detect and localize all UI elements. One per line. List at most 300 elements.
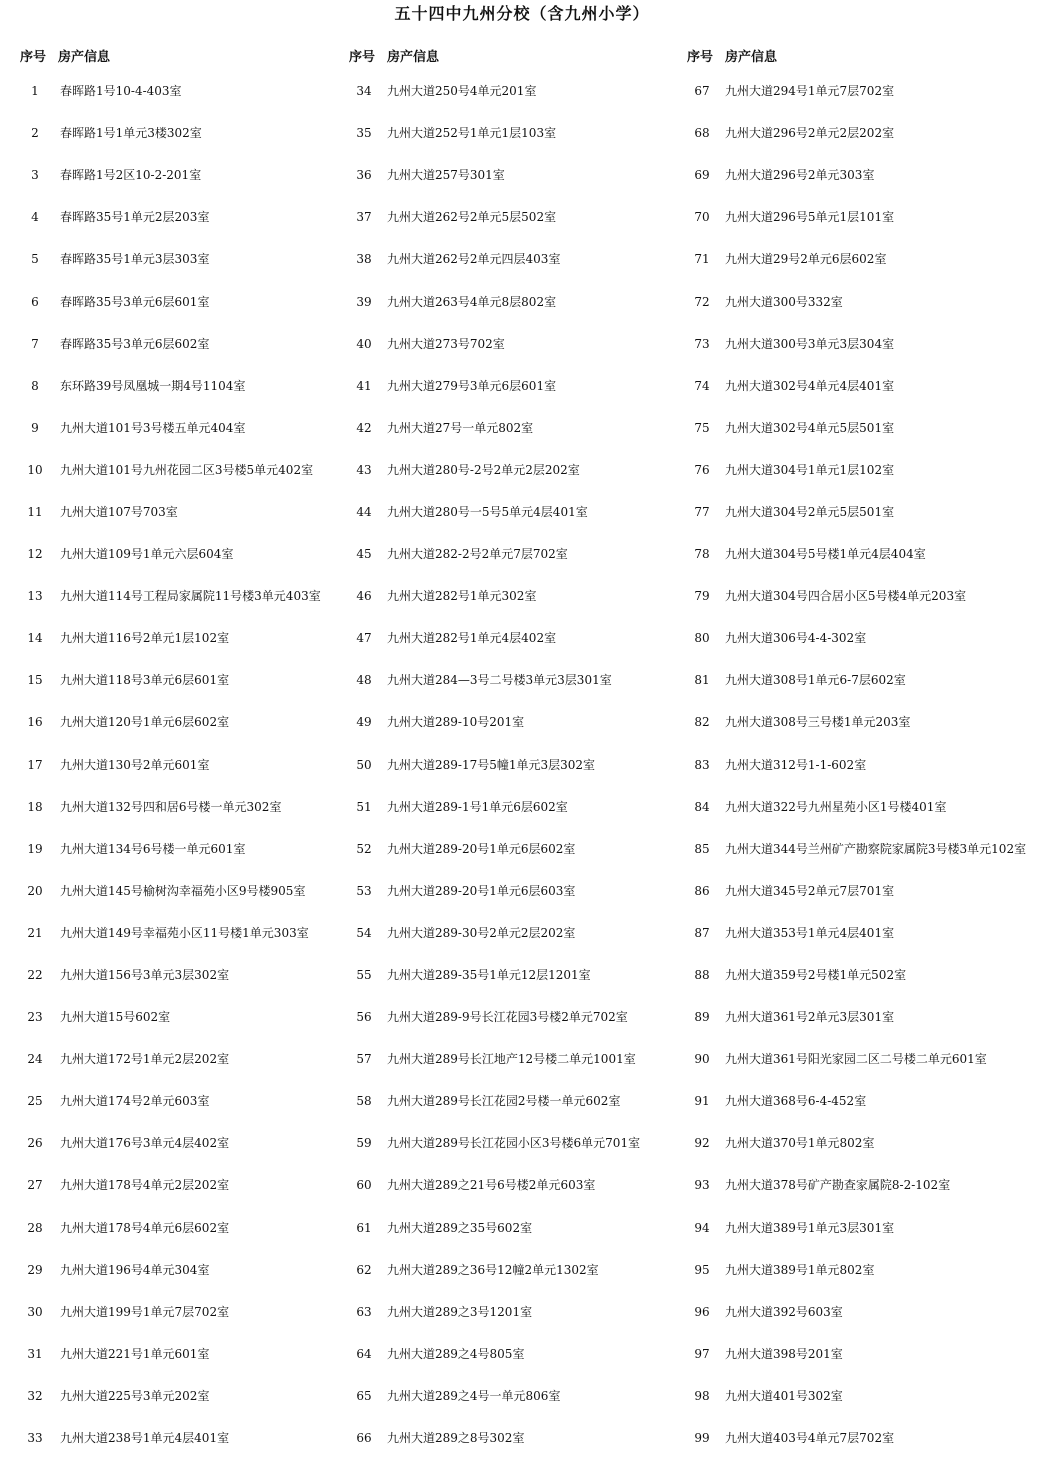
row-property-info: 九州大道118号3单元6层601室 <box>60 673 230 688</box>
row-property-info: 九州大道27号一单元802室 <box>387 420 534 435</box>
row-serial-number: 40 <box>356 336 372 351</box>
table-row <box>681 1164 1044 1206</box>
table-row <box>681 617 1044 659</box>
table-row <box>0 112 340 154</box>
table-row <box>681 912 1044 954</box>
row-property-info: 九州大道300号332室 <box>725 294 843 309</box>
table-row <box>343 1080 683 1122</box>
table-row <box>681 659 1044 701</box>
row-property-info: 九州大道304号2单元5层501室 <box>725 504 895 519</box>
table-row <box>681 786 1044 828</box>
row-property-info: 九州大道176号3单元4层402室 <box>60 1136 230 1151</box>
table-row <box>0 154 340 196</box>
row-serial-number: 42 <box>356 420 372 435</box>
table-row <box>343 1417 683 1459</box>
row-serial-number: 91 <box>694 1094 710 1109</box>
row-property-info: 九州大道294号1单元7层702室 <box>725 84 895 99</box>
row-property-info: 九州大道398号201室 <box>725 1346 843 1361</box>
row-property-info: 九州大道263号4单元8层802室 <box>387 294 557 309</box>
table-row <box>0 533 340 575</box>
row-property-info: 九州大道280号一5号5单元4层401室 <box>387 504 588 519</box>
table-row <box>681 154 1044 196</box>
row-serial-number: 38 <box>356 252 372 267</box>
row-property-info: 九州大道101号九州花园二区3号楼5单元402室 <box>60 462 314 477</box>
row-serial-number: 17 <box>27 757 43 772</box>
table-row <box>681 744 1044 786</box>
row-serial-number: 49 <box>356 715 372 730</box>
header-serial-number: 序号 <box>20 50 47 65</box>
row-property-info: 九州大道289-20号1单元6层603室 <box>387 883 576 898</box>
table-row <box>681 1249 1044 1291</box>
row-serial-number: 22 <box>27 968 43 983</box>
row-serial-number: 76 <box>694 462 710 477</box>
row-property-info: 九州大道312号1-1-602室 <box>725 757 867 772</box>
row-serial-number: 78 <box>694 547 710 562</box>
table-row <box>681 1417 1044 1459</box>
row-property-info: 九州大道304号5号楼1单元4层404室 <box>725 547 926 562</box>
row-serial-number: 72 <box>694 294 710 309</box>
row-property-info: 九州大道289号长江花园2号楼一单元602室 <box>387 1094 621 1109</box>
row-serial-number: 57 <box>356 1052 372 1067</box>
row-serial-number: 89 <box>694 1010 710 1025</box>
table-row <box>343 912 683 954</box>
table-row <box>343 996 683 1038</box>
row-serial-number: 74 <box>694 378 710 393</box>
table-row <box>343 575 683 617</box>
row-serial-number: 26 <box>27 1136 43 1151</box>
row-serial-number: 92 <box>694 1136 710 1151</box>
table-row <box>0 196 340 238</box>
table-row <box>0 1291 340 1333</box>
table-row <box>343 1207 683 1249</box>
row-property-info: 九州大道296号2单元2层202室 <box>725 126 895 141</box>
row-property-info: 九州大道149号幸福苑小区11号楼1单元303室 <box>60 925 309 940</box>
row-property-info: 九州大道289之35号602室 <box>387 1220 533 1235</box>
row-serial-number: 32 <box>27 1388 43 1403</box>
table-row <box>681 1038 1044 1080</box>
header-serial-number: 序号 <box>687 50 714 65</box>
table-row <box>343 196 683 238</box>
row-serial-number: 66 <box>356 1431 372 1446</box>
row-property-info: 九州大道361号2单元3层301室 <box>725 1010 895 1025</box>
row-serial-number: 39 <box>356 294 372 309</box>
row-serial-number: 31 <box>27 1346 43 1361</box>
row-property-info: 九州大道289号长江地产12号楼二单元1001室 <box>387 1052 636 1067</box>
row-property-info: 春晖路1号1单元3楼302室 <box>60 126 202 141</box>
row-property-info: 春晖路35号1单元2层203室 <box>60 210 210 225</box>
header-serial-number: 序号 <box>349 50 376 65</box>
table-row <box>343 954 683 996</box>
row-property-info: 九州大道134号6号楼一单元601室 <box>60 841 246 856</box>
table-row <box>681 1291 1044 1333</box>
row-property-info: 九州大道196号4单元304室 <box>60 1262 210 1277</box>
row-serial-number: 11 <box>27 504 43 519</box>
row-property-info: 九州大道389号1单元802室 <box>725 1262 875 1277</box>
row-property-info: 九州大道109号1单元六层604室 <box>60 547 234 562</box>
row-property-info: 九州大道296号5单元1层101室 <box>725 210 895 225</box>
row-serial-number: 51 <box>356 799 372 814</box>
row-serial-number: 95 <box>694 1262 710 1277</box>
row-property-info: 九州大道304号四合居小区5号楼4单元203室 <box>725 589 967 604</box>
table-rows <box>0 70 340 1459</box>
table-row <box>0 449 340 491</box>
table-row <box>681 407 1044 449</box>
row-serial-number: 62 <box>356 1262 372 1277</box>
row-property-info: 九州大道156号3单元3层302室 <box>60 968 230 983</box>
row-property-info: 九州大道279号3单元6层601室 <box>387 378 557 393</box>
row-property-info: 九州大道132号四和居6号楼一单元302室 <box>60 799 282 814</box>
table-row <box>0 828 340 870</box>
row-serial-number: 47 <box>356 631 372 646</box>
row-serial-number: 90 <box>694 1052 710 1067</box>
table-row <box>681 1122 1044 1164</box>
row-serial-number: 24 <box>27 1052 43 1067</box>
row-serial-number: 56 <box>356 1010 372 1025</box>
table-row <box>343 280 683 322</box>
row-serial-number: 5 <box>31 252 39 267</box>
row-property-info: 九州大道368号6-4-452室 <box>725 1094 867 1109</box>
row-property-info: 九州大道289-17号5幢1单元3层302室 <box>387 757 596 772</box>
table-row <box>681 870 1044 912</box>
header-property-info: 房产信息 <box>387 50 440 65</box>
row-serial-number: 20 <box>27 883 43 898</box>
table-row <box>343 1164 683 1206</box>
table-row <box>0 1417 340 1459</box>
row-serial-number: 41 <box>356 378 372 393</box>
row-serial-number: 16 <box>27 715 43 730</box>
row-property-info: 九州大道284—3号二号楼3单元3层301室 <box>387 673 612 688</box>
row-serial-number: 87 <box>694 925 710 940</box>
row-serial-number: 36 <box>356 168 372 183</box>
row-serial-number: 44 <box>356 504 372 519</box>
table-row <box>0 1375 340 1417</box>
table-row <box>681 533 1044 575</box>
row-serial-number: 75 <box>694 420 710 435</box>
row-serial-number: 52 <box>356 841 372 856</box>
row-property-info: 九州大道250号4单元201室 <box>387 84 537 99</box>
row-property-info: 九州大道225号3单元202室 <box>60 1388 210 1403</box>
row-property-info: 九州大道289之4号805室 <box>387 1346 525 1361</box>
row-property-info: 九州大道289之4号一单元806室 <box>387 1388 561 1403</box>
table-row <box>0 786 340 828</box>
row-serial-number: 35 <box>356 126 372 141</box>
row-property-info: 九州大道145号榆树沟幸福苑小区9号楼905室 <box>60 883 306 898</box>
table-row <box>0 280 340 322</box>
table-row <box>0 1080 340 1122</box>
row-property-info: 九州大道289-35号1单元12层1201室 <box>387 968 591 983</box>
row-property-info: 九州大道262号2单元5层502室 <box>387 210 557 225</box>
row-serial-number: 53 <box>356 883 372 898</box>
row-serial-number: 98 <box>694 1388 710 1403</box>
table-row <box>343 1375 683 1417</box>
row-property-info: 九州大道401号302室 <box>725 1388 843 1403</box>
row-serial-number: 43 <box>356 462 372 477</box>
row-serial-number: 21 <box>27 925 43 940</box>
row-property-info: 九州大道289-10号201室 <box>387 715 525 730</box>
row-serial-number: 30 <box>27 1304 43 1319</box>
row-property-info: 九州大道120号1单元6层602室 <box>60 715 230 730</box>
page-title: 五十四中九州分校（含九州小学） <box>394 4 650 23</box>
row-serial-number: 6 <box>31 294 39 309</box>
row-serial-number: 33 <box>27 1431 43 1446</box>
row-serial-number: 67 <box>694 84 710 99</box>
row-property-info: 九州大道114号工程局家属院11号楼3单元403室 <box>60 589 321 604</box>
row-serial-number: 94 <box>694 1220 710 1235</box>
table-row <box>343 70 683 112</box>
table-row <box>681 365 1044 407</box>
row-serial-number: 64 <box>356 1346 372 1361</box>
table-row <box>0 744 340 786</box>
row-property-info: 春晖路35号1单元3层303室 <box>60 252 210 267</box>
table-row <box>343 870 683 912</box>
row-property-info: 九州大道302号4单元4层401室 <box>725 378 895 393</box>
row-serial-number: 18 <box>27 799 43 814</box>
row-property-info: 九州大道107号703室 <box>60 504 178 519</box>
table-row <box>0 1038 340 1080</box>
row-serial-number: 82 <box>694 715 710 730</box>
row-property-info: 春晖路1号2区10-2-201室 <box>60 168 202 183</box>
table-header <box>681 40 1044 70</box>
table-row <box>681 575 1044 617</box>
table-row <box>343 1291 683 1333</box>
table-row <box>0 1249 340 1291</box>
table-row <box>0 407 340 449</box>
table-row <box>343 323 683 365</box>
row-serial-number: 81 <box>694 673 710 688</box>
row-serial-number: 37 <box>356 210 372 225</box>
row-serial-number: 45 <box>356 547 372 562</box>
table-row <box>0 1207 340 1249</box>
row-serial-number: 58 <box>356 1094 372 1109</box>
row-serial-number: 71 <box>694 252 710 267</box>
row-serial-number: 46 <box>356 589 372 604</box>
table-row <box>343 659 683 701</box>
table-row <box>343 1249 683 1291</box>
row-serial-number: 54 <box>356 925 372 940</box>
row-serial-number: 28 <box>27 1220 43 1235</box>
row-property-info: 九州大道361号阳光家园二区二号楼二单元601室 <box>725 1052 987 1067</box>
table-row <box>343 533 683 575</box>
table-row <box>681 996 1044 1038</box>
table-row <box>343 1038 683 1080</box>
table-row <box>0 1333 340 1375</box>
row-property-info: 九州大道221号1单元601室 <box>60 1346 210 1361</box>
row-serial-number: 34 <box>356 84 372 99</box>
table-row <box>0 70 340 112</box>
row-serial-number: 23 <box>27 1010 43 1025</box>
table-rows <box>343 70 683 1459</box>
row-serial-number: 55 <box>356 968 372 983</box>
table-row <box>0 954 340 996</box>
row-property-info: 九州大道389号1单元3层301室 <box>725 1220 895 1235</box>
table-row <box>0 659 340 701</box>
row-property-info: 九州大道306号4-4-302室 <box>725 631 867 646</box>
row-property-info: 九州大道344号兰州矿产勘察院家属院3号楼3单元102室 <box>725 841 1027 856</box>
row-property-info: 九州大道282号1单元302室 <box>387 589 537 604</box>
row-property-info: 九州大道101号3号楼五单元404室 <box>60 420 246 435</box>
row-serial-number: 13 <box>27 589 43 604</box>
row-property-info: 九州大道289-1号1单元6层602室 <box>387 799 568 814</box>
table-column-3 <box>681 40 1044 1459</box>
row-property-info: 九州大道174号2单元603室 <box>60 1094 210 1109</box>
table-rows <box>681 70 1044 1459</box>
table-row <box>681 1080 1044 1122</box>
table-row <box>0 238 340 280</box>
row-serial-number: 48 <box>356 673 372 688</box>
row-property-info: 九州大道178号4单元2层202室 <box>60 1178 230 1193</box>
row-property-info: 九州大道296号2单元303室 <box>725 168 875 183</box>
row-serial-number: 83 <box>694 757 710 772</box>
row-property-info: 春晖路35号3单元6层602室 <box>60 336 210 351</box>
row-serial-number: 9 <box>31 420 39 435</box>
row-property-info: 春晖路35号3单元6层601室 <box>60 294 210 309</box>
row-serial-number: 59 <box>356 1136 372 1151</box>
row-serial-number: 29 <box>27 1262 43 1277</box>
row-property-info: 九州大道370号1单元802室 <box>725 1136 875 1151</box>
table-row <box>0 491 340 533</box>
row-serial-number: 68 <box>694 126 710 141</box>
row-property-info: 春晖路1号10-4-403室 <box>60 84 182 99</box>
row-property-info: 九州大道280号-2号2单元2层202室 <box>387 462 580 477</box>
row-serial-number: 25 <box>27 1094 43 1109</box>
table-row <box>0 870 340 912</box>
row-property-info: 九州大道238号1单元4层401室 <box>60 1431 230 1446</box>
row-serial-number: 50 <box>356 757 372 772</box>
table-row <box>681 70 1044 112</box>
row-serial-number: 79 <box>694 589 710 604</box>
table-row <box>343 154 683 196</box>
row-property-info: 九州大道252号1单元1层103室 <box>387 126 557 141</box>
row-serial-number: 99 <box>694 1431 710 1446</box>
table-row <box>0 575 340 617</box>
table-row <box>343 365 683 407</box>
row-serial-number: 1 <box>31 84 39 99</box>
row-property-info: 九州大道322号九州星苑小区1号楼401室 <box>725 799 947 814</box>
table-row <box>343 449 683 491</box>
table-row <box>343 701 683 743</box>
table-row <box>681 828 1044 870</box>
row-property-info: 九州大道199号1单元7层702室 <box>60 1304 230 1319</box>
table-row <box>681 196 1044 238</box>
table-row <box>681 449 1044 491</box>
table-row <box>0 365 340 407</box>
row-serial-number: 60 <box>356 1178 372 1193</box>
row-serial-number: 15 <box>27 673 43 688</box>
row-serial-number: 10 <box>27 462 43 477</box>
row-property-info: 九州大道172号1单元2层202室 <box>60 1052 230 1067</box>
table-row <box>343 828 683 870</box>
row-property-info: 九州大道289之36号12幢2单元1302室 <box>387 1262 599 1277</box>
table-column-2 <box>343 40 683 1459</box>
row-property-info: 九州大道345号2单元7层701室 <box>725 883 895 898</box>
row-property-info: 九州大道130号2单元601室 <box>60 757 210 772</box>
row-property-info: 九州大道353号1单元4层401室 <box>725 925 895 940</box>
header-property-info: 房产信息 <box>725 50 778 65</box>
table-row <box>681 323 1044 365</box>
table-row <box>343 238 683 280</box>
row-serial-number: 80 <box>694 631 710 646</box>
row-property-info: 九州大道178号4单元6层602室 <box>60 1220 230 1235</box>
row-property-info: 九州大道289之21号6号楼2单元603室 <box>387 1178 596 1193</box>
row-property-info: 九州大道289-30号2单元2层202室 <box>387 925 576 940</box>
row-serial-number: 69 <box>694 168 710 183</box>
row-property-info: 九州大道300号3单元3层304室 <box>725 336 895 351</box>
table-row <box>343 744 683 786</box>
row-serial-number: 3 <box>31 168 39 183</box>
row-property-info: 九州大道289-20号1单元6层602室 <box>387 841 576 856</box>
row-serial-number: 73 <box>694 336 710 351</box>
row-serial-number: 14 <box>27 631 43 646</box>
row-property-info: 九州大道262号2单元四层403室 <box>387 252 561 267</box>
row-property-info: 九州大道378号矿产勘查家属院8-2-102室 <box>725 1178 951 1193</box>
table-row <box>0 701 340 743</box>
table-row <box>0 1164 340 1206</box>
table-row <box>343 786 683 828</box>
row-property-info: 九州大道304号1单元1层102室 <box>725 462 895 477</box>
table-header <box>343 40 683 70</box>
table-row <box>343 491 683 533</box>
row-serial-number: 61 <box>356 1220 372 1235</box>
row-property-info: 九州大道403号4单元7层702室 <box>725 1431 895 1446</box>
row-serial-number: 77 <box>694 504 710 519</box>
row-serial-number: 96 <box>694 1304 710 1319</box>
table-row <box>0 1122 340 1164</box>
row-serial-number: 70 <box>694 210 710 225</box>
row-serial-number: 2 <box>31 126 39 141</box>
table-row <box>681 112 1044 154</box>
table-header <box>0 40 340 70</box>
row-serial-number: 19 <box>27 841 43 856</box>
row-serial-number: 27 <box>27 1178 43 1193</box>
table-row <box>681 954 1044 996</box>
row-property-info: 九州大道302号4单元5层501室 <box>725 420 895 435</box>
row-property-info: 九州大道359号2号楼1单元502室 <box>725 968 907 983</box>
table-column-1 <box>0 40 340 1459</box>
row-property-info: 九州大道29号2单元6层602室 <box>725 252 887 267</box>
table-row <box>343 1122 683 1164</box>
row-serial-number: 4 <box>31 210 39 225</box>
table-row <box>681 1207 1044 1249</box>
table-row <box>343 617 683 659</box>
table-row <box>681 1375 1044 1417</box>
row-property-info: 九州大道282号1单元4层402室 <box>387 631 557 646</box>
row-serial-number: 63 <box>356 1304 372 1319</box>
table-row <box>0 996 340 1038</box>
table-row <box>681 491 1044 533</box>
row-property-info: 九州大道308号1单元6-7层602室 <box>725 673 906 688</box>
row-serial-number: 86 <box>694 883 710 898</box>
table-row <box>343 407 683 449</box>
table-row <box>681 1333 1044 1375</box>
row-property-info: 九州大道289之8号302室 <box>387 1431 525 1446</box>
row-serial-number: 88 <box>694 968 710 983</box>
row-property-info: 九州大道308号三号楼1单元203室 <box>725 715 911 730</box>
row-property-info: 九州大道116号2单元1层102室 <box>60 631 230 646</box>
row-property-info: 九州大道257号301室 <box>387 168 505 183</box>
row-serial-number: 12 <box>27 547 43 562</box>
row-property-info: 九州大道289之3号1201室 <box>387 1304 533 1319</box>
row-property-info: 九州大道15号602室 <box>60 1010 171 1025</box>
row-serial-number: 97 <box>694 1346 710 1361</box>
table-row <box>681 701 1044 743</box>
row-property-info: 九州大道273号702室 <box>387 336 505 351</box>
table-row <box>343 1333 683 1375</box>
row-serial-number: 85 <box>694 841 710 856</box>
table-row <box>681 280 1044 322</box>
row-serial-number: 93 <box>694 1178 710 1193</box>
row-serial-number: 84 <box>694 799 710 814</box>
row-property-info: 九州大道282-2号2单元7层702室 <box>387 547 568 562</box>
